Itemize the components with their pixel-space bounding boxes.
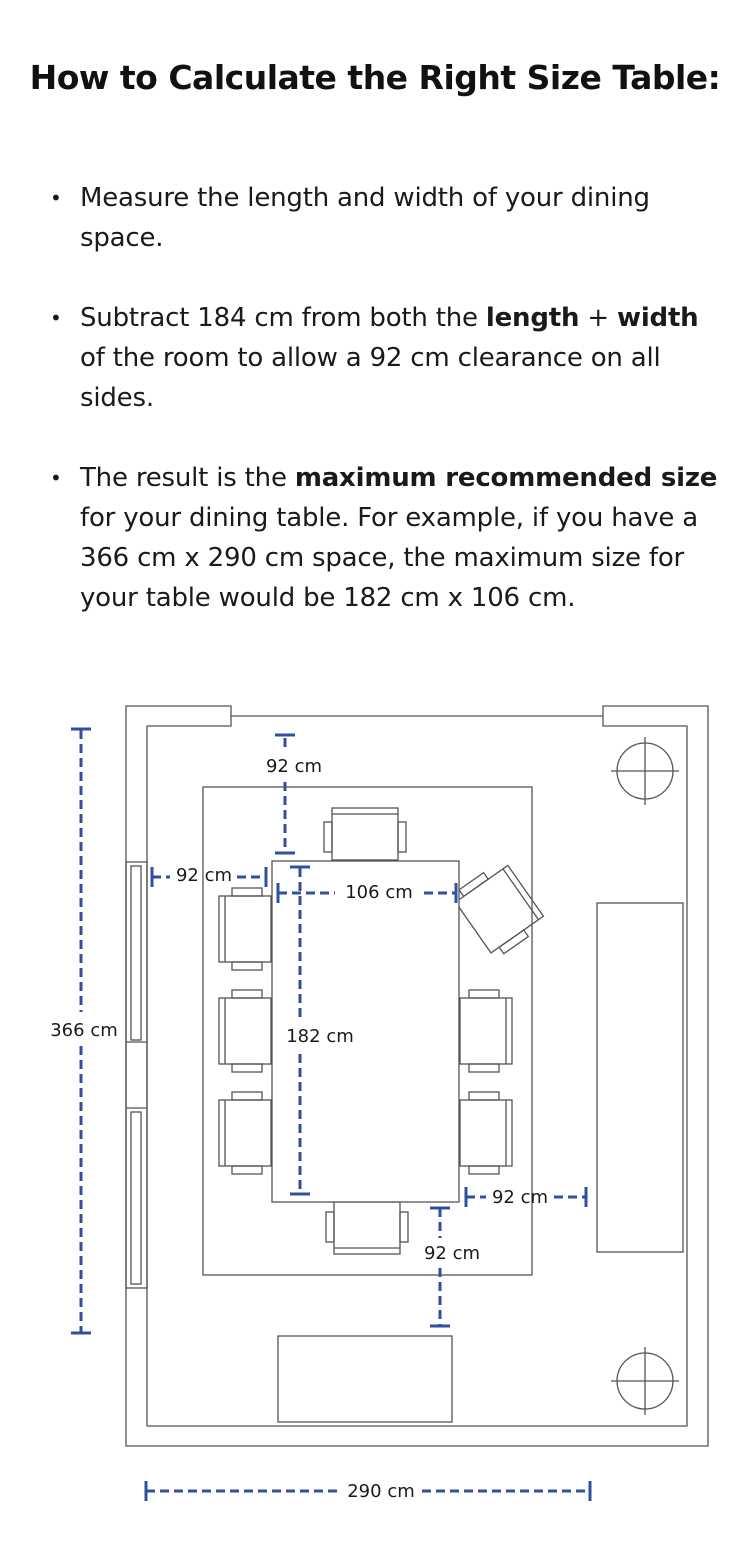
step-2-bold-width: width [617,303,699,333]
chair-icon [460,1092,512,1174]
bullet-icon: • [50,466,62,490]
step-subtract [0,298,750,418]
step-result [0,458,750,618]
bullet-icon: • [50,306,62,330]
step-2-text-b: + [579,303,618,333]
step-1-text: Measure the length and width of your dining space. [80,183,650,253]
chair-icon [219,888,271,970]
clearance-left-label: 92 cm [175,865,233,886]
instructions-list [0,178,750,618]
room-floor-plan [0,660,750,1552]
chair-icon [326,1202,408,1254]
table-width-label: 106 cm [345,882,413,903]
table-length-label: 182 cm [286,1026,354,1047]
chair-icon [324,808,406,860]
clearance-right-label: 92 cm [491,1187,549,1208]
step-2-text-c: of the room to allow a 92 cm clearance on all sides. [80,343,661,413]
sideboard [597,903,683,1252]
room-walls [126,706,708,1446]
chair-icon [460,990,512,1072]
bullet-icon: • [50,186,62,210]
chair-icon [219,990,271,1072]
plant-icon [611,737,679,805]
chair-icon [451,859,548,960]
chair-icon [219,1092,271,1174]
cabinet [278,1336,452,1422]
step-2-text-a: Subtract 184 cm from both the [80,303,486,333]
page-title: How to Calculate the Right Size Table: [29,58,721,97]
window [126,862,147,1288]
plant-icon [611,1347,679,1415]
room-width-label: 290 cm [347,1481,415,1502]
step-3-text-b: for your dining table. For example, if you have a 366 cm x 290 cm space, the maximum size for your table would be 182 cm x 106 cm. [80,503,698,613]
room-length-label: 366 cm [50,1020,118,1041]
step-3-text-a: The result is the [80,463,295,493]
step-measure [0,178,750,258]
clearance-bottom-label: 92 cm [423,1243,481,1264]
clearance-top-label: 92 cm [265,756,323,777]
step-2-bold-length: length [485,303,580,333]
step-3-bold-max-size: maximum recommended size [294,463,718,493]
